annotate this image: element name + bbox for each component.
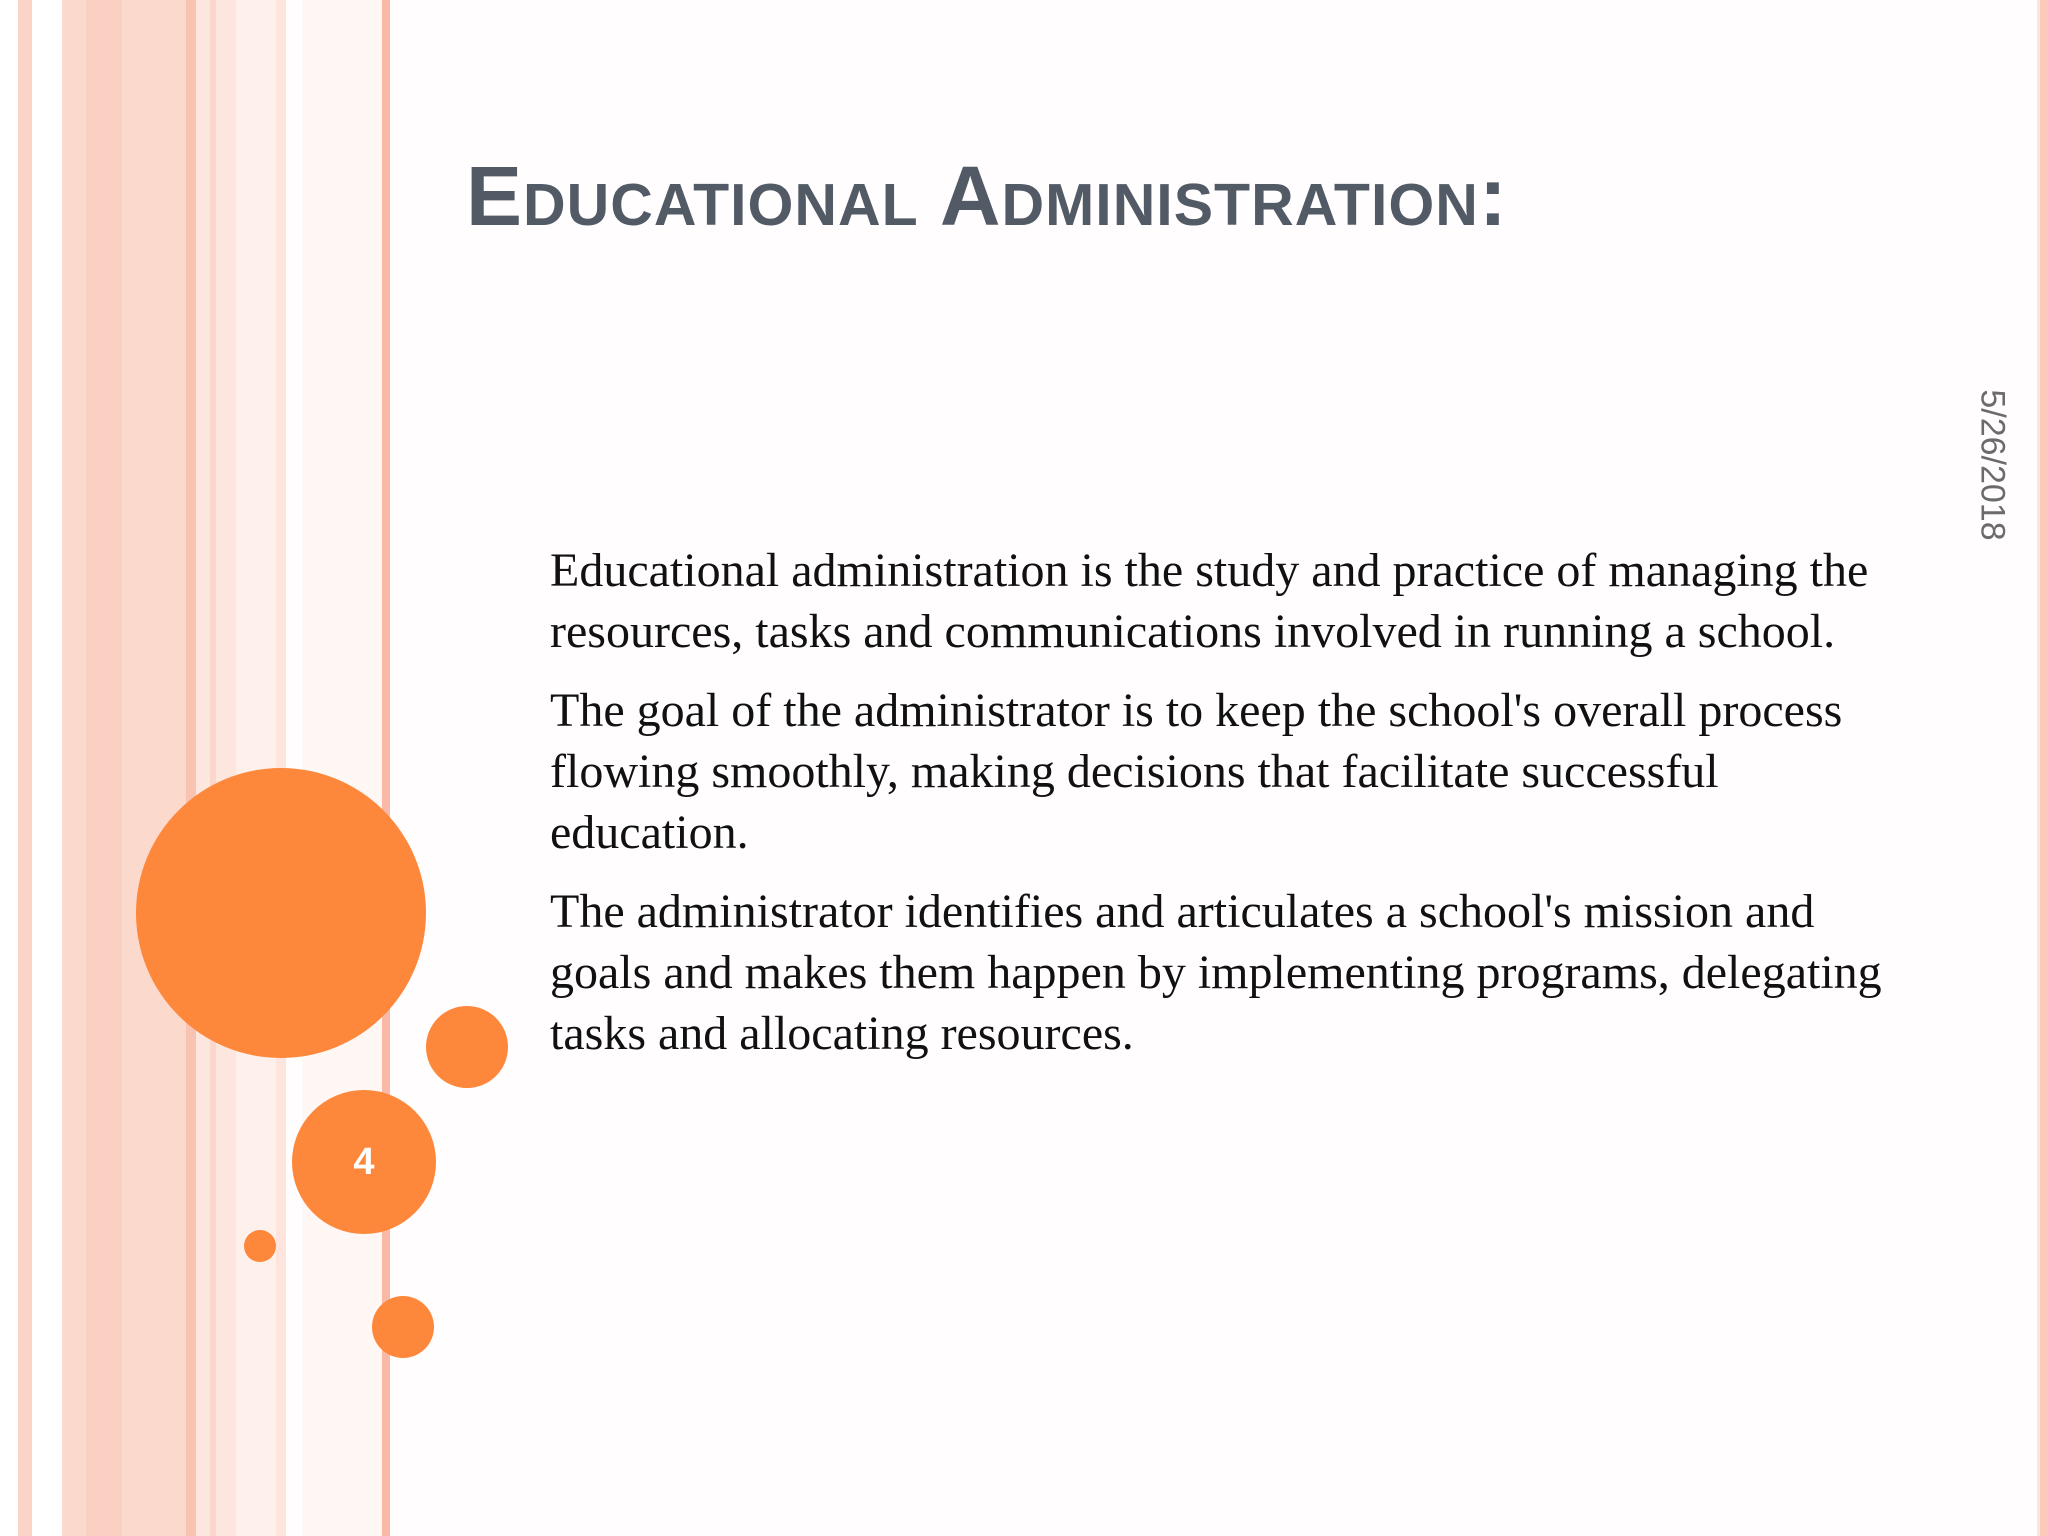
slide-date: 5/26/2018 [1973, 389, 2012, 541]
body-paragraph: The administrator identifies and articulates a school's mission and goals and makes them happen by implementing programs, delegating tasks and allocating resources. [550, 885, 1882, 1060]
decor-stripe [196, 0, 236, 1536]
decor-stripe [32, 0, 62, 1536]
slide-body [550, 540, 1910, 1082]
body-paragraph: The goal of the administrator is to keep the school's overall process flowing smoothly, making decisions that facilitate successful education. [550, 684, 1843, 859]
right-border-line [2040, 0, 2048, 1536]
decor-stripe [62, 0, 190, 1536]
decor-circle-small [244, 1230, 276, 1262]
slide-title: Educational Administration: [466, 149, 1508, 243]
decor-stripe [302, 0, 382, 1536]
decor-stripe [18, 0, 32, 1536]
decor-circle-medium [426, 1006, 508, 1088]
decor-stripe [0, 0, 18, 1536]
decor-stripe [210, 0, 216, 1536]
page-number: 4 [353, 1140, 375, 1183]
body-paragraph: Educational administration is the study and practice of managing the resources, tasks and communications involved in running a school. [550, 544, 1869, 658]
decor-stripe [86, 0, 122, 1536]
page-number-circle [292, 1090, 436, 1234]
decor-circle-large [136, 768, 426, 1058]
decor-circle-bottom [372, 1296, 434, 1358]
decor-stripe [186, 0, 196, 1536]
